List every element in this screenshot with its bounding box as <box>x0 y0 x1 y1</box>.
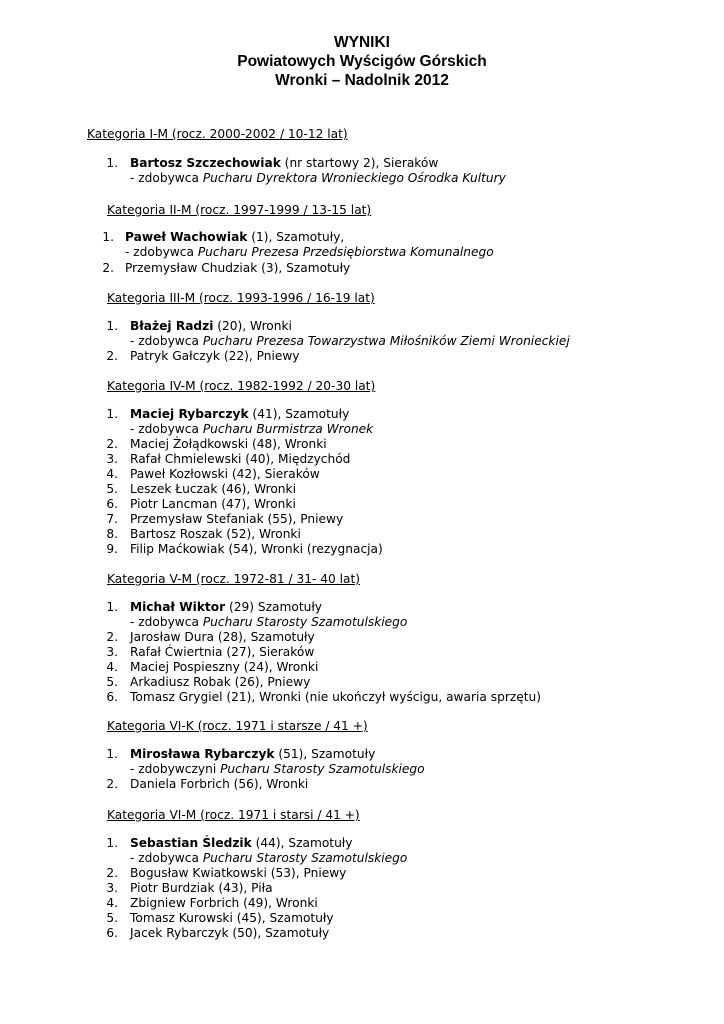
competitor-details: Jarosław Dura (28), Szamotuły <box>130 630 315 644</box>
entry-number: 2. <box>106 630 118 644</box>
competitor-details: (nr startowy 2), Sieraków <box>280 156 439 170</box>
competitor-details: Maciej Pospieszny (24), Wronki <box>130 660 319 674</box>
category-heading: Kategoria V-M (rocz. 1972-81 / 31- 40 lat) <box>107 572 360 586</box>
entry-text <box>130 437 327 452</box>
competitor-details: Maciej Żołądkowski (48), Wronki <box>130 437 327 451</box>
entry-text <box>130 349 300 364</box>
competitor-details: Paweł Kozłowski (42), Sieraków <box>130 467 320 481</box>
competitor-details: Bogusław Kwiatkowski (53), Pniewy <box>130 866 347 880</box>
award-name: Pucharu Starosty Szamotulskiego <box>202 615 408 629</box>
competitor-details: Piotr Burdziak (43), Piła <box>130 881 273 895</box>
entry-number: 2. <box>106 777 118 791</box>
competitor-details: (44), Szamotuły <box>251 836 353 850</box>
award-name: Pucharu Starosty Szamotulskiego <box>202 851 408 865</box>
entry-text <box>130 319 292 334</box>
entry-number: 2. <box>106 866 118 880</box>
entry-number: 4. <box>106 896 118 910</box>
competitor-name: Bartosz Szczechowiak <box>130 156 281 170</box>
category-heading: Kategoria III-M (rocz. 1993-1996 / 16-19 lat) <box>107 291 375 305</box>
entry-number: 2. <box>106 437 118 451</box>
award-name: Pucharu Dyrektora Wronieckiego Ośrodka Kultury <box>202 171 506 185</box>
award-line <box>130 762 425 777</box>
competitor-details: Tomasz Grygiel (21), Wronki (nie ukończył wyścigu, awaria sprzętu) <box>130 690 541 704</box>
entry-number: 6. <box>106 926 118 940</box>
entry-number: 2. <box>106 349 118 363</box>
competitor-details: Patryk Gałczyk (22), Pniewy <box>130 349 300 363</box>
entry-text <box>130 512 343 527</box>
entry-text <box>130 497 296 512</box>
competitor-details: (1), Szamotuły, <box>247 230 345 244</box>
entry-number: 1. <box>106 747 118 761</box>
competitor-details: Arkadiusz Robak (26), Pniewy <box>130 675 311 689</box>
award-line <box>130 171 506 186</box>
category-heading: Kategoria VI-M (rocz. 1971 i starsi / 41 +) <box>107 808 360 822</box>
award-line <box>130 422 373 437</box>
entry-text <box>130 527 301 542</box>
competitor-name: Sebastian Śledzik <box>130 836 252 850</box>
competitor-name: Paweł Wachowiak <box>125 230 248 244</box>
entry-text <box>130 747 375 762</box>
entry-number: 3. <box>106 452 118 466</box>
entry-number: 6. <box>106 690 118 704</box>
competitor-details: (20), Wronki <box>213 319 292 333</box>
competitor-name: Michał Wiktor <box>130 600 226 614</box>
entry-number: 1. <box>106 600 118 614</box>
competitor-name: Błażej Radzi <box>130 319 214 333</box>
entry-number: 2. <box>102 261 114 275</box>
entry-text <box>130 645 314 660</box>
competitor-details: Zbigniew Forbrich (49), Wronki <box>130 896 318 910</box>
award-name: Pucharu Prezesa Towarzystwa Miłośników Ziemi Wronieckiej <box>202 334 570 348</box>
title-location-year: Wronki – Nadolnik 2012 <box>275 72 449 89</box>
entry-text <box>130 542 383 557</box>
entry-number: 1. <box>102 230 114 244</box>
entry-text <box>130 881 273 896</box>
competitor-details: Przemysław Chudziak (3), Szamotuły <box>125 261 351 275</box>
entry-text <box>130 926 329 941</box>
entry-number: 4. <box>106 660 118 674</box>
entry-number: 1. <box>106 319 118 333</box>
award-prefix: - zdobywca <box>125 245 198 259</box>
entry-text <box>125 230 344 245</box>
competitor-name: Maciej Rybarczyk <box>130 407 249 421</box>
award-line <box>130 615 407 630</box>
competitor-details: Leszek Łuczak (46), Wronki <box>130 482 296 496</box>
entry-text <box>130 156 438 171</box>
award-prefix: - zdobywca <box>130 171 203 185</box>
entry-text <box>130 911 334 926</box>
entry-text <box>130 690 541 705</box>
entry-text <box>130 600 322 615</box>
entry-number: 1. <box>106 156 118 170</box>
award-line <box>125 245 494 260</box>
entry-number: 1. <box>106 407 118 421</box>
entry-number: 1. <box>106 836 118 850</box>
award-line <box>130 334 570 349</box>
competitor-details: (41), Szamotuły <box>248 407 350 421</box>
entry-text <box>130 407 349 422</box>
award-prefix: - zdobywca <box>130 422 203 436</box>
competitor-details: Filip Maćkowiak (54), Wronki (rezygnacja) <box>130 542 383 556</box>
entry-text <box>130 777 308 792</box>
entry-number: 5. <box>106 675 118 689</box>
competitor-name: Mirosława Rybarczyk <box>130 747 275 761</box>
award-prefix: - zdobywca <box>130 851 203 865</box>
competitor-details: Daniela Forbrich (56), Wronki <box>130 777 309 791</box>
entry-number: 6. <box>106 497 118 511</box>
competitor-details: (29) Szamotuły <box>225 600 323 614</box>
competitor-details: Rafał Chmielewski (40), Międzychód <box>130 452 351 466</box>
entry-number: 5. <box>106 482 118 496</box>
entry-text <box>130 660 318 675</box>
entry-text <box>130 836 352 851</box>
category-heading: Kategoria VI-K (rocz. 1971 i starsze / 41 +) <box>107 719 368 733</box>
entry-text <box>130 866 346 881</box>
entry-number: 3. <box>106 645 118 659</box>
entry-number: 4. <box>106 467 118 481</box>
entry-number: 7. <box>106 512 118 526</box>
entry-text <box>125 261 350 276</box>
award-name: Pucharu Burmistrza Wronek <box>202 422 374 436</box>
document-header <box>0 33 724 90</box>
title-wyniki: WYNIKI <box>334 34 390 51</box>
entry-text <box>130 675 310 690</box>
competitor-details: Rafał Ćwiertnia (27), Sieraków <box>130 645 315 659</box>
award-prefix: - zdobywczyni <box>130 762 221 776</box>
competitor-details: (51), Szamotuły <box>274 747 376 761</box>
entry-number: 9. <box>106 542 118 556</box>
entry-text <box>130 630 315 645</box>
award-name: Pucharu Prezesa Przedsiębiorstwa Komunalnego <box>197 245 494 259</box>
entry-number: 5. <box>106 911 118 925</box>
award-name: Pucharu Starosty Szamotulskiego <box>220 762 425 776</box>
title-event: Powiatowych Wyścigów Górskich <box>237 53 487 70</box>
entry-text <box>130 467 320 482</box>
competitor-details: Piotr Lancman (47), Wronki <box>130 497 296 511</box>
category-heading: Kategoria IV-M (rocz. 1982-1992 / 20-30 lat) <box>107 379 376 393</box>
entry-text <box>130 896 318 911</box>
entry-text <box>130 452 350 467</box>
entry-number: 8. <box>106 527 118 541</box>
category-heading: Kategoria II-M (rocz. 1997-1999 / 13-15 lat) <box>107 203 372 217</box>
competitor-details: Tomasz Kurowski (45), Szamotuły <box>130 911 334 925</box>
entry-number: 3. <box>106 881 118 895</box>
competitor-details: Przemysław Stefaniak (55), Pniewy <box>130 512 344 526</box>
award-prefix: - zdobywca <box>130 334 203 348</box>
award-line <box>130 851 407 866</box>
competitor-details: Bartosz Roszak (52), Wronki <box>130 527 301 541</box>
entry-text <box>130 482 296 497</box>
award-prefix: - zdobywca <box>130 615 203 629</box>
category-heading: Kategoria I-M (rocz. 2000-2002 / 10-12 lat) <box>87 127 348 141</box>
competitor-details: Jacek Rybarczyk (50), Szamotuły <box>130 926 330 940</box>
